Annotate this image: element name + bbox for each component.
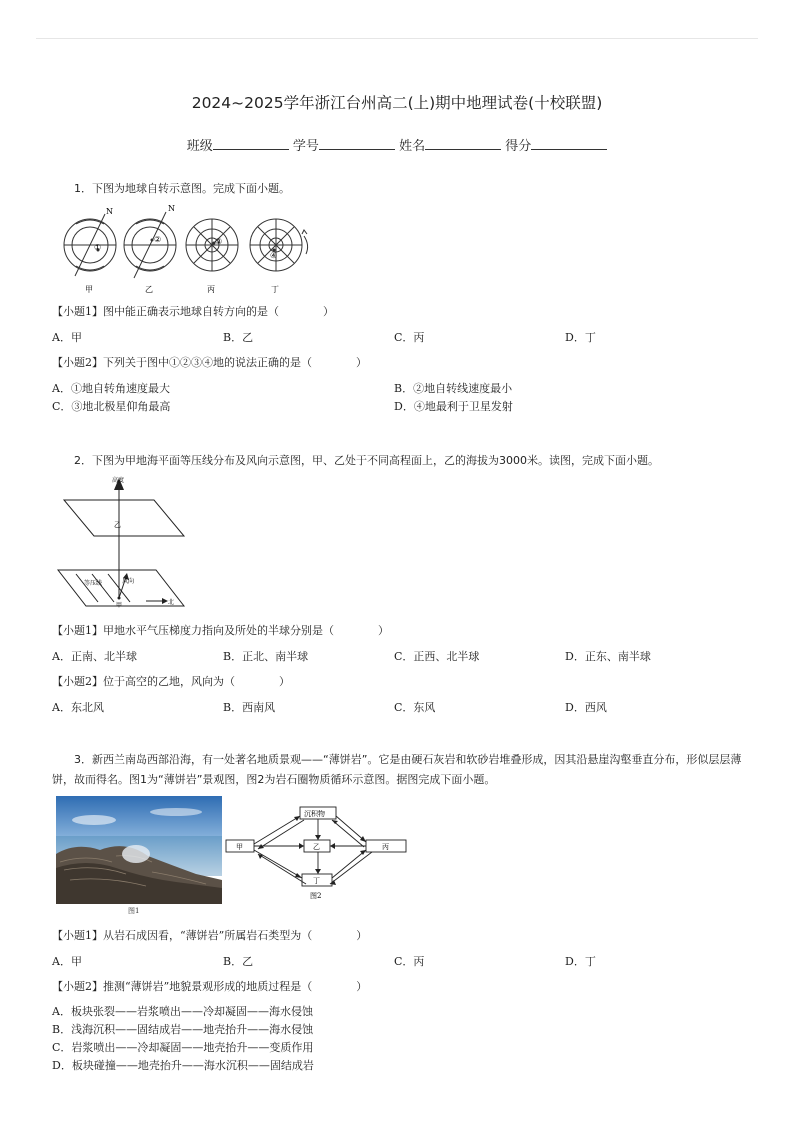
- id-label: 学号: [292, 139, 319, 154]
- fig1-caption: 图1: [128, 907, 140, 915]
- q2-sub1-option-a[interactable]: A．正南、北半球: [52, 650, 137, 663]
- pancake-rocks-photo: [56, 796, 222, 916]
- rock-cycle-diagram: [222, 800, 412, 904]
- q1-sub1-option-c[interactable]: C．丙: [394, 331, 425, 344]
- earth-rotation-figure: [58, 202, 320, 294]
- yi-node: 乙: [313, 843, 320, 851]
- q3-stem: 3．新西兰南岛西部沿海，有一处著名地质景观——“薄饼岩”。它是由硬石灰岩和软砂岩堆叠形成，因其沿悬崖沟壑垂直分布，形似层层薄饼，故而得名。图1为“薄饼岩”景观图，图2为岩石圈物质循环示意图。据图完成下面小题。: [52, 753, 742, 786]
- q1-sub1-option-a[interactable]: A．甲: [52, 331, 82, 344]
- q3-sub2-stem: 【小题2】推测“薄饼岩”地貌景观形成的地质过程是（ ）: [52, 980, 368, 993]
- q3-sub2-option-b[interactable]: B．浅海沉积——固结成岩——地壳抬升——海水侵蚀: [52, 1023, 314, 1036]
- q1-sub2-option-a[interactable]: A．①地自转角速度最大: [52, 382, 170, 395]
- q2-sub1-option-d[interactable]: D．正东、南半球: [565, 650, 651, 663]
- wind-label: 风向: [122, 578, 135, 585]
- q2-sub1-option-b[interactable]: B．正北、南半球: [223, 650, 309, 663]
- q1-sub2-option-d[interactable]: D．④地最利于卫星发射: [394, 400, 513, 413]
- q1-sub2-option-b[interactable]: B．②地自转线速度最小: [394, 382, 513, 395]
- q2-sub1-option-c[interactable]: C．正西、北半球: [394, 650, 480, 663]
- point-1: ①: [94, 243, 102, 252]
- q1-sub2-option-c[interactable]: C．③地北极星仰角最高: [52, 400, 171, 413]
- q2-sub2-option-b[interactable]: B．西南风: [223, 701, 276, 714]
- student-info-line: [0, 135, 794, 154]
- q1-sub2-stem: 【小题2】下列关于图中①②③④地的说法正确的是（ ）: [52, 356, 367, 369]
- q3-sub2-option-d[interactable]: D．板块碰撞——地壳抬升——海水沉积——固结成岩: [52, 1059, 314, 1072]
- q2-stem: 2．下图为甲地海平面等压线分布及风向示意图，甲、乙处于不同高程面上，乙的海拔为3000米。读图，完成下面小题。: [74, 454, 659, 467]
- q3-sub1-option-c[interactable]: C．丙: [394, 955, 425, 968]
- score-blank: [531, 137, 607, 150]
- jia-label: 甲: [116, 602, 123, 609]
- q2-sub2-stem: 【小题2】位于高空的乙地，风向为（ ）: [52, 675, 290, 688]
- exam-title: 2024~2025学年浙江台州高二(上)期中地理试卷(十校联盟): [191, 94, 603, 112]
- jia-node: 甲: [236, 843, 243, 851]
- q1-sub1-option-d[interactable]: D．丁: [565, 331, 596, 344]
- point-2: ②: [154, 235, 162, 244]
- name-blank: [425, 137, 501, 150]
- label-ding: 丁: [271, 285, 279, 294]
- q2-sub2-option-d[interactable]: D．西风: [565, 701, 607, 714]
- q3-sub2-option-a[interactable]: A．板块张裂——岩浆喷出——冷却凝固——海水侵蚀: [52, 1005, 313, 1018]
- fig2-caption: 图2: [310, 892, 322, 900]
- q1-sub1-stem: 【小题1】图中能正确表示地球自转方向的是（ ）: [52, 305, 334, 318]
- label-jia: 甲: [85, 285, 93, 294]
- label-yi: 乙: [145, 285, 153, 294]
- q3-sub1-option-a[interactable]: A．甲: [52, 955, 82, 968]
- north-label-yi: N: [168, 204, 175, 213]
- class-label: 班级: [186, 139, 213, 154]
- q2-sub2-option-c[interactable]: C．东风: [394, 701, 436, 714]
- q3-sub2-option-c[interactable]: C．岩浆喷出——冷却凝固——地壳抬升——变质作用: [52, 1041, 314, 1054]
- q1-stem: 1．下图为地球自转示意图。完成下面小题。: [74, 182, 290, 195]
- point-3: ③: [215, 237, 223, 246]
- label-bing: 丙: [207, 285, 215, 294]
- top-divider: [36, 38, 758, 39]
- sediment-label: 沉积物: [304, 810, 325, 818]
- pressure-wind-figure: [54, 470, 194, 610]
- yi-label: 乙: [114, 521, 121, 529]
- q3-sub1-option-d[interactable]: D．丁: [565, 955, 596, 968]
- q2-sub1-stem: 【小题1】甲地水平气压梯度力指向及所处的半球分别是（ ）: [52, 624, 389, 637]
- height-label: 高度: [112, 477, 125, 484]
- class-blank: [213, 137, 289, 150]
- north-label-jia: N: [106, 207, 113, 216]
- q1-sub1-option-b[interactable]: B．乙: [223, 331, 254, 344]
- id-blank: [319, 137, 395, 150]
- bing-node: 丙: [382, 843, 389, 851]
- score-label: 得分: [505, 139, 532, 154]
- q2-sub2-option-a[interactable]: A．东北风: [52, 701, 104, 714]
- point-4: ④: [270, 251, 278, 260]
- isobar-label: 等压线: [84, 580, 103, 587]
- ding-node: 丁: [313, 877, 320, 885]
- name-label: 姓名: [399, 139, 426, 154]
- q3-sub1-option-b[interactable]: B．乙: [223, 955, 254, 968]
- q3-sub1-stem: 【小题1】从岩石成因看，“薄饼岩”所属岩石类型为（ ）: [52, 929, 368, 942]
- north-label: 北: [168, 599, 175, 606]
